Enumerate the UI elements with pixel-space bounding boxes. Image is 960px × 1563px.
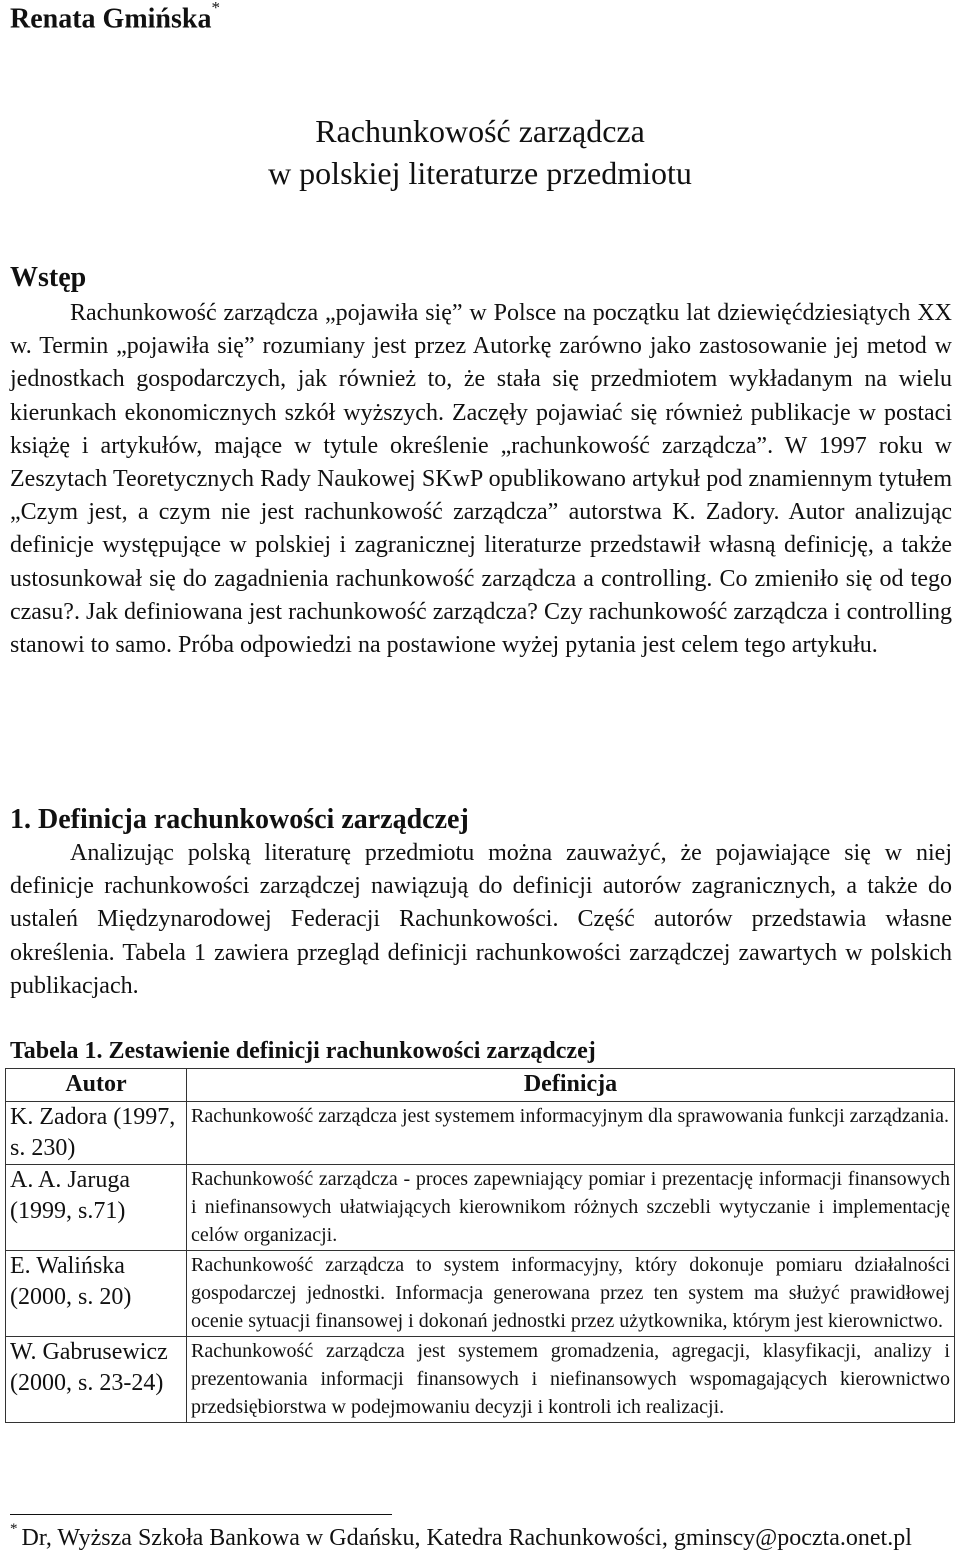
author-cell: W. Gabrusewicz (2000, s. 23-24) bbox=[6, 1337, 187, 1423]
footnote-text: Dr, Wyższa Szkoła Bankowa w Gdańsku, Katedra Rachunkowości, gminscy@poczta.onet.pl bbox=[21, 1525, 912, 1551]
table-row bbox=[6, 1251, 955, 1337]
author-cell: K. Zadora (1997, s. 230) bbox=[6, 1102, 187, 1165]
definition-cell: Rachunkowość zarządcza jest systemem gromadzenia, agregacji, klasyfikacji, analizy i prezentowania informacji finansowych i niefinansowych wspomagających kierownictwo przedsiębiorstwa w podejmowaniu decyzji i kontroli ich realizacji. bbox=[187, 1337, 955, 1423]
section-1-paragraph: Analizując polską literaturę przedmiotu można zauważyć, że pojawiające się w niej definicje rachunkowości zarządczej nawiązują do definicji autorów zagranicznych, a także do ustaleń Międzynarodowej Federacji Rachunkowości. Część autorów przedstawia własne określenia. Tabela 1 zawiera przegląd definicji rachunkowości zarządczej zawartych w polskich publikacjach. bbox=[10, 840, 952, 999]
footnote-marker: * bbox=[211, 0, 220, 17]
footnote-separator bbox=[10, 1514, 392, 1515]
intro-heading: Wstęp bbox=[10, 262, 87, 293]
definition-cell: Rachunkowość zarządcza to system informacyjny, który dokonuje pomiaru działalności gospodarczej jednostki. Informacja generowana przez ten system ma służyć prawidłowej ocenie sytuacji finansowej i dokonań jednostki przez użytkownika, którym jest kierownictwo. bbox=[187, 1251, 955, 1337]
table-caption: Tabela 1. Zestawienie definicji rachunkowości zarządczej bbox=[10, 1038, 596, 1064]
title-line-1: Rachunkowość zarządcza bbox=[315, 113, 645, 149]
column-header-author: Autor bbox=[6, 1069, 187, 1102]
title-line-2: w polskiej literaturze przedmiotu bbox=[268, 155, 692, 191]
definition-cell: Rachunkowość zarządcza jest systemem informacyjnym dla sprawowania funkcji zarządzania. bbox=[187, 1102, 955, 1165]
table-header-row bbox=[6, 1069, 955, 1102]
column-header-definition: Definicja bbox=[187, 1069, 955, 1102]
author-cell: E. Walińska (2000, s. 20) bbox=[6, 1251, 187, 1337]
footnote-mark: * bbox=[10, 1521, 18, 1537]
article-title bbox=[0, 110, 960, 194]
table-row bbox=[6, 1165, 955, 1251]
definitions-table bbox=[5, 1068, 955, 1423]
footnote bbox=[10, 1521, 912, 1552]
table-row bbox=[6, 1337, 955, 1423]
author-name bbox=[10, 2, 220, 35]
author-cell: A. A. Jaruga (1999, s.71) bbox=[6, 1165, 187, 1251]
intro-paragraph: Rachunkowość zarządcza „pojawiła się” w Polsce na początku lat dziewięćdziesiątych XX w. Termin „pojawiła się” rozumiany jest przez Autorkę zarówno jako zastosowanie jej metod w jednostkach gospodarczych, jak również to, że stała się przedmiotem wykładanym na wielu kierunkach ekonomicznych szkół wyższych. Zaczęły pojawiać się również publikacje w postaci książę i artykułów, mające w tytule określenie „rachunkowość zarządcza”. W 1997 roku w Zeszytach Teoretycznych Rady Naukowej SKwP opublikowano artykuł pod znamiennym tytułem „Czym jest, a czym nie jest rachunkowość zarządcza” autorstwa K. Zadory. Autor analizując definicje występujące w polskiej i zagranicznej literaturze przedstawił własną definicję, a także ustosunkował się do zagadnienia rachunkowość zarządcza a controlling. Co zmieniło się od tego czasu?. Jak definiowana jest rachunkowość zarządcza? Czy rachunkowość zarządcza i controlling stanowi to samo. Próba odpowiedzi na postawione wyżej pytania jest celem tego artykułu. bbox=[10, 300, 952, 659]
definition-cell: Rachunkowość zarządcza - proces zapewniający pomiar i prezentację informacji finansowych i niefinansowych ułatwiających kierownikom różnych szczebli wytyczanie i implementację celów organizacji. bbox=[187, 1165, 955, 1251]
section-1-heading: 1. Definicja rachunkowości zarządczej bbox=[10, 804, 469, 835]
table-row bbox=[6, 1102, 955, 1165]
author-name-text: Renata Gmińska bbox=[10, 3, 212, 35]
